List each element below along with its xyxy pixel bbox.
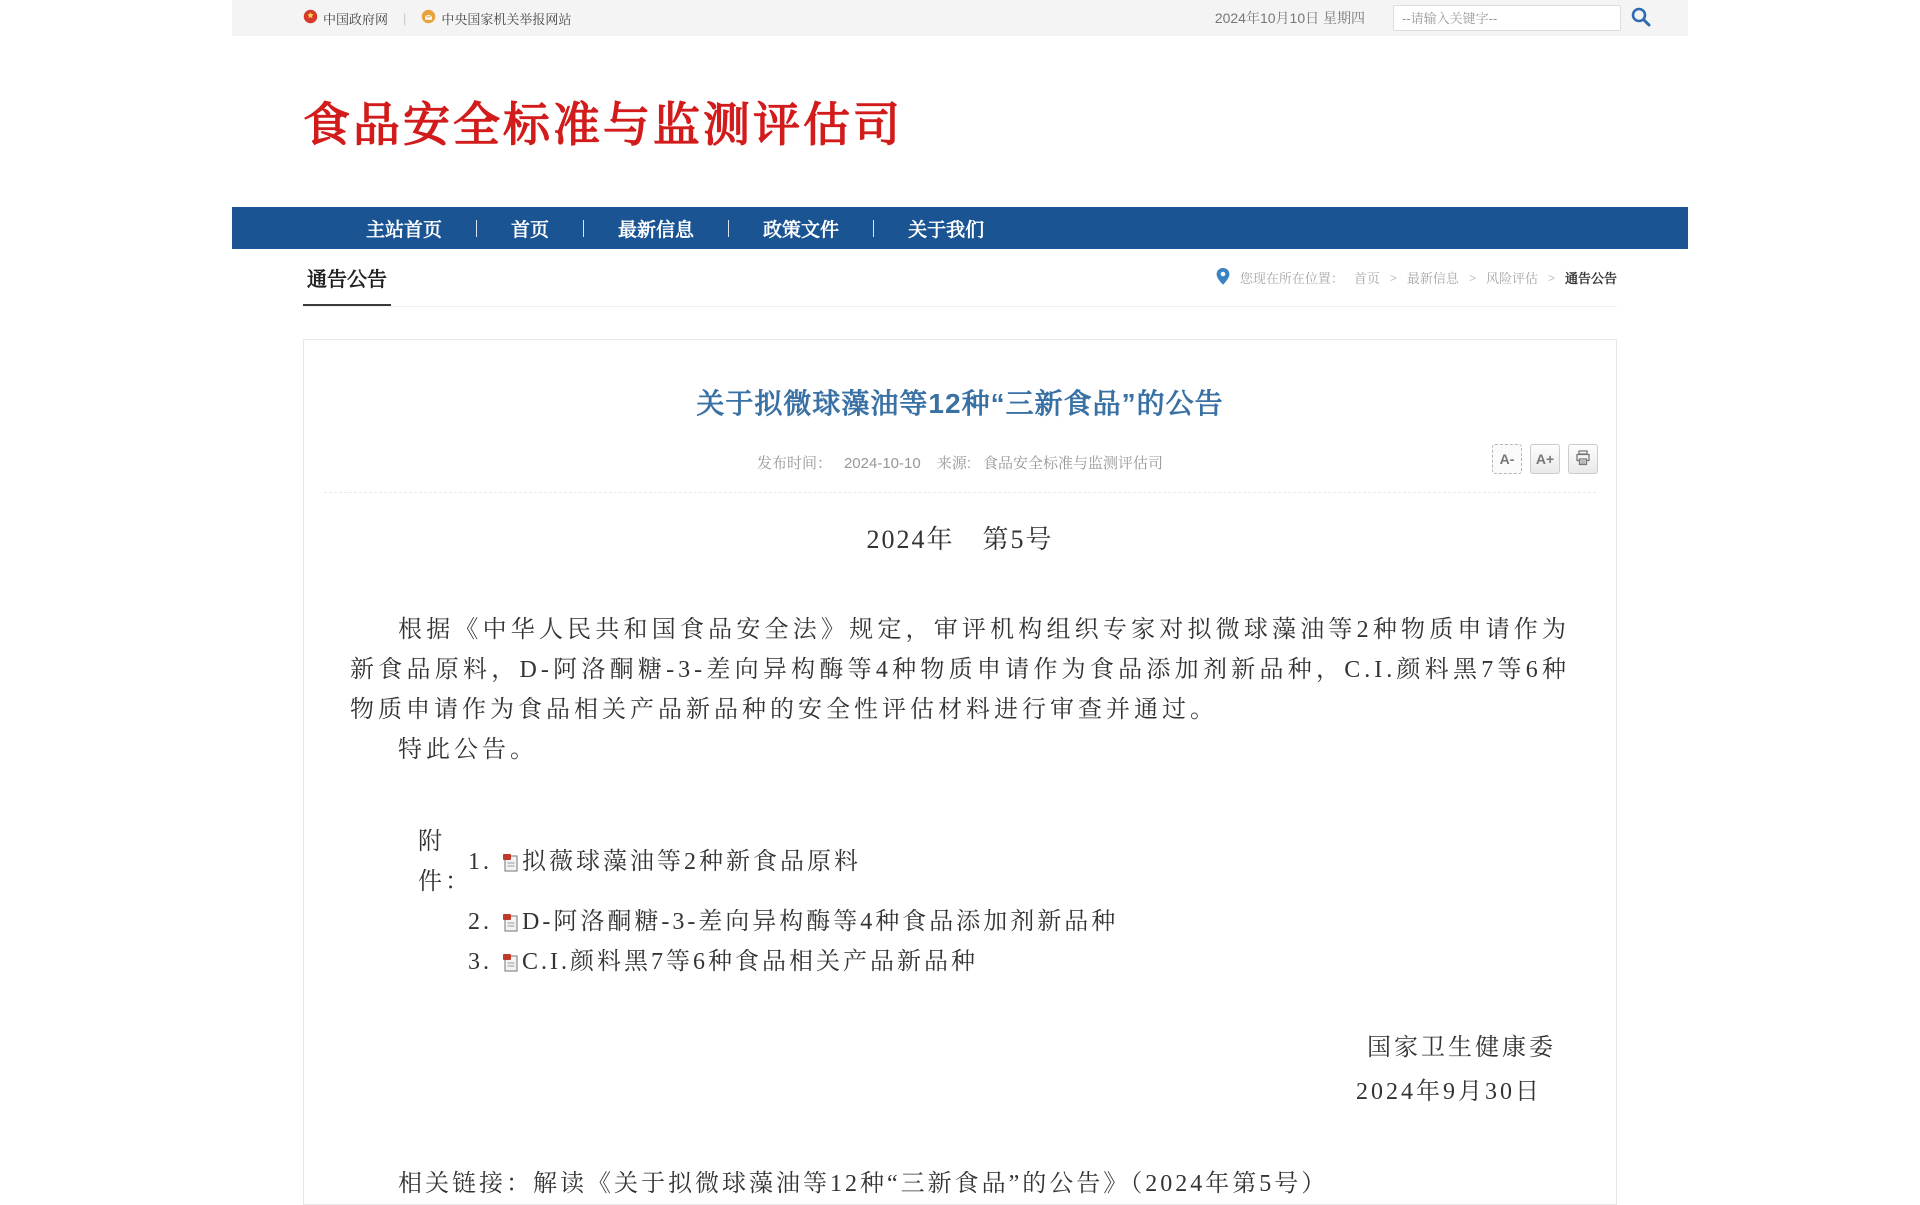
attachment-row — [350, 822, 1570, 902]
main-nav — [232, 207, 1688, 249]
print-button[interactable] — [1568, 444, 1598, 474]
attachment-row — [350, 902, 1570, 942]
breadcrumb-risk-assessment[interactable]: 风险评估 — [1485, 271, 1538, 286]
search-button[interactable] — [1629, 5, 1653, 32]
breadcrumb-separator: > — [1389, 270, 1397, 285]
publish-time-label: 发布时间： — [756, 455, 832, 472]
source-label: 来源: — [936, 455, 972, 472]
page — [232, 0, 1688, 1205]
publish-time-value: 2024-10-10 — [843, 455, 921, 472]
breadcrumb-row — [303, 249, 1617, 307]
body-paragraph: 特此公告。 — [398, 737, 538, 763]
attachment-doc-icon — [502, 913, 518, 932]
report-badge-icon — [421, 9, 436, 27]
font-increase-button[interactable]: A+ — [1530, 444, 1560, 474]
breadcrumb-separator: > — [1468, 270, 1476, 285]
section-title: 通告公告 — [303, 249, 391, 306]
nav-item-about-us[interactable]: 关于我们 — [908, 219, 985, 241]
signature-date: 2024年9月30日 — [1356, 1079, 1542, 1105]
topbar-separator: | — [403, 10, 407, 26]
nav-item-latest-news[interactable]: 最新信息 — [618, 219, 695, 241]
breadcrumb-separator: > — [1547, 270, 1555, 285]
attachments-label: 附件： — [418, 829, 472, 895]
related-link[interactable]: 相关链接：解读《关于拟微球藻油等12种“三新食品”的公告》（2024年第5号） — [398, 1171, 1329, 1197]
attachment-link[interactable]: D-阿洛酮糖-3-差向异构酶等4种食品添加剂新品种 — [522, 909, 1119, 935]
attachment-number: 3. — [468, 949, 492, 975]
location-pin-icon — [1216, 268, 1230, 288]
location-label: 您现在所在位置： — [1239, 271, 1344, 286]
breadcrumb-latest-news[interactable]: 最新信息 — [1406, 271, 1459, 286]
meta-divider — [324, 492, 1596, 493]
attachment-row — [350, 942, 1570, 982]
article-title: 关于拟微球藻油等12种“三新食品”的公告 — [696, 388, 1224, 419]
attachment-doc-icon — [502, 953, 518, 972]
masthead — [232, 36, 1688, 207]
font-decrease-button[interactable]: A- — [1492, 444, 1522, 474]
article-meta-row — [304, 444, 1616, 478]
nav-item-main-home[interactable]: 主站首页 — [366, 219, 443, 241]
topbar-right — [1215, 5, 1653, 32]
body-paragraph: 根据《中华人民共和国食品安全法》规定，审评机构组织专家对拟微球藻油等2种物质申请作为新食品原料，D-阿洛酮糖-3-差向异构酶等4种物质申请作为食品添加剂新品种，C.I.颜料黑7等6种物质申请作为食品相关产品新品种的安全性评估材料进行审查并通过。 — [350, 617, 1570, 723]
report-site-link[interactable] — [421, 9, 571, 28]
breadcrumb-current[interactable]: 通告公告 — [1564, 271, 1617, 286]
national-emblem-icon — [303, 9, 318, 27]
gov-site-link[interactable] — [303, 9, 388, 28]
article-card — [303, 339, 1617, 1205]
gov-site-label: 中国政府网 — [323, 11, 389, 27]
attachment-number: 2. — [468, 909, 492, 935]
breadcrumb — [1216, 268, 1617, 288]
attachment-link[interactable]: 拟薇球藻油等2种新食品原料 — [522, 849, 861, 875]
site-title: 食品安全标准与监测评估司 — [303, 98, 903, 151]
top-utility-bar — [232, 0, 1688, 36]
topbar-links — [303, 9, 571, 28]
signature-org: 国家卫生健康委 — [1367, 1035, 1556, 1061]
attachment-number: 1. — [468, 849, 492, 875]
attachments-list — [350, 822, 1570, 982]
attachment-doc-icon — [502, 853, 518, 872]
source-value: 食品安全标准与监测评估司 — [983, 455, 1164, 472]
article-body — [350, 610, 1570, 770]
article-tools — [1492, 444, 1598, 474]
article-meta — [304, 444, 1616, 473]
current-date: 2024年10月10日 星期四 — [1214, 10, 1365, 26]
breadcrumb-home[interactable]: 首页 — [1353, 271, 1380, 286]
nav-item-home[interactable]: 首页 — [511, 219, 550, 241]
nav-item-policy-docs[interactable]: 政策文件 — [763, 219, 840, 241]
printer-icon — [1575, 450, 1591, 469]
report-site-label: 中央国家机关举报网站 — [441, 11, 572, 27]
search-input[interactable] — [1393, 5, 1621, 31]
signature-block — [304, 1026, 1616, 1114]
search-icon — [1629, 5, 1653, 32]
attachment-link[interactable]: C.I.颜料黑7等6种食品相关产品新品种 — [522, 949, 978, 975]
document-number: 2024年 第5号 — [866, 525, 1054, 554]
